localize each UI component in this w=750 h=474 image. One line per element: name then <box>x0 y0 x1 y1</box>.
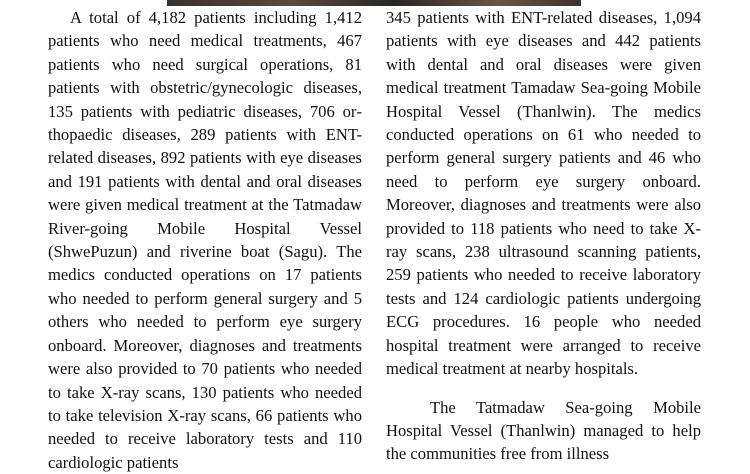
article-paragraph-left: A total of 4,182 patients including 1,412 patients who need medical treatments, 467 patients who need surgical operations, 81 patients with obstetric/gynecologic diseases, 135 patients with pediatric diseases, 706 orthopaedic diseases, 289 patients with ENT-related diseases, 892 patients with eye diseases and 191 patients with dental and oral diseases were given medical treatment at the Tatmadaw River-going Mobile Hospital Vessel (ShwePuzun) and riverine boat (Sagu). The medics conducted operations on 17 patients who needed to perform general surgery and 5 others who needed to perform eye surgery onboard. Moreover, diagnoses and treatments were also provided to 70 patients who needed to take X-ray scans, 130 patients who needed to take television X-ray scans, 66 patients who needed to receive laboratory tests and 110 cardiologic patients <box>48 8 362 472</box>
article-paragraph-right: 345 patients with ENT-related diseases, 1,094 patients with eye diseases and 442 patients with dental and oral diseases were given medical treatment Tamadaw Sea-going Mobile Hospital Vessel (Thanlwin). The medics conducted operations on 61 who needed to perform general surgery patients and 46 who need to perform eye surgery onboard. Moreover, diagnoses and treatments were also provided to 118 patients who need to take X-ray scans, 238 ultrasound scanning patients, 259 patients who needed to receive laboratory tests and 124 cardiologic patients undergoing ECG procedures. 16 people who needed hospital treatment were arranged to receive medical treatment at nearby hospitals. <box>386 8 701 379</box>
article-paragraph-right-2: The Tatmadaw Sea-going Mobile Hospital Vessel (Thanlwin) managed to help the communities free from illness <box>386 397 701 464</box>
article-column-left <box>48 6 362 474</box>
article-column-right <box>386 6 701 466</box>
